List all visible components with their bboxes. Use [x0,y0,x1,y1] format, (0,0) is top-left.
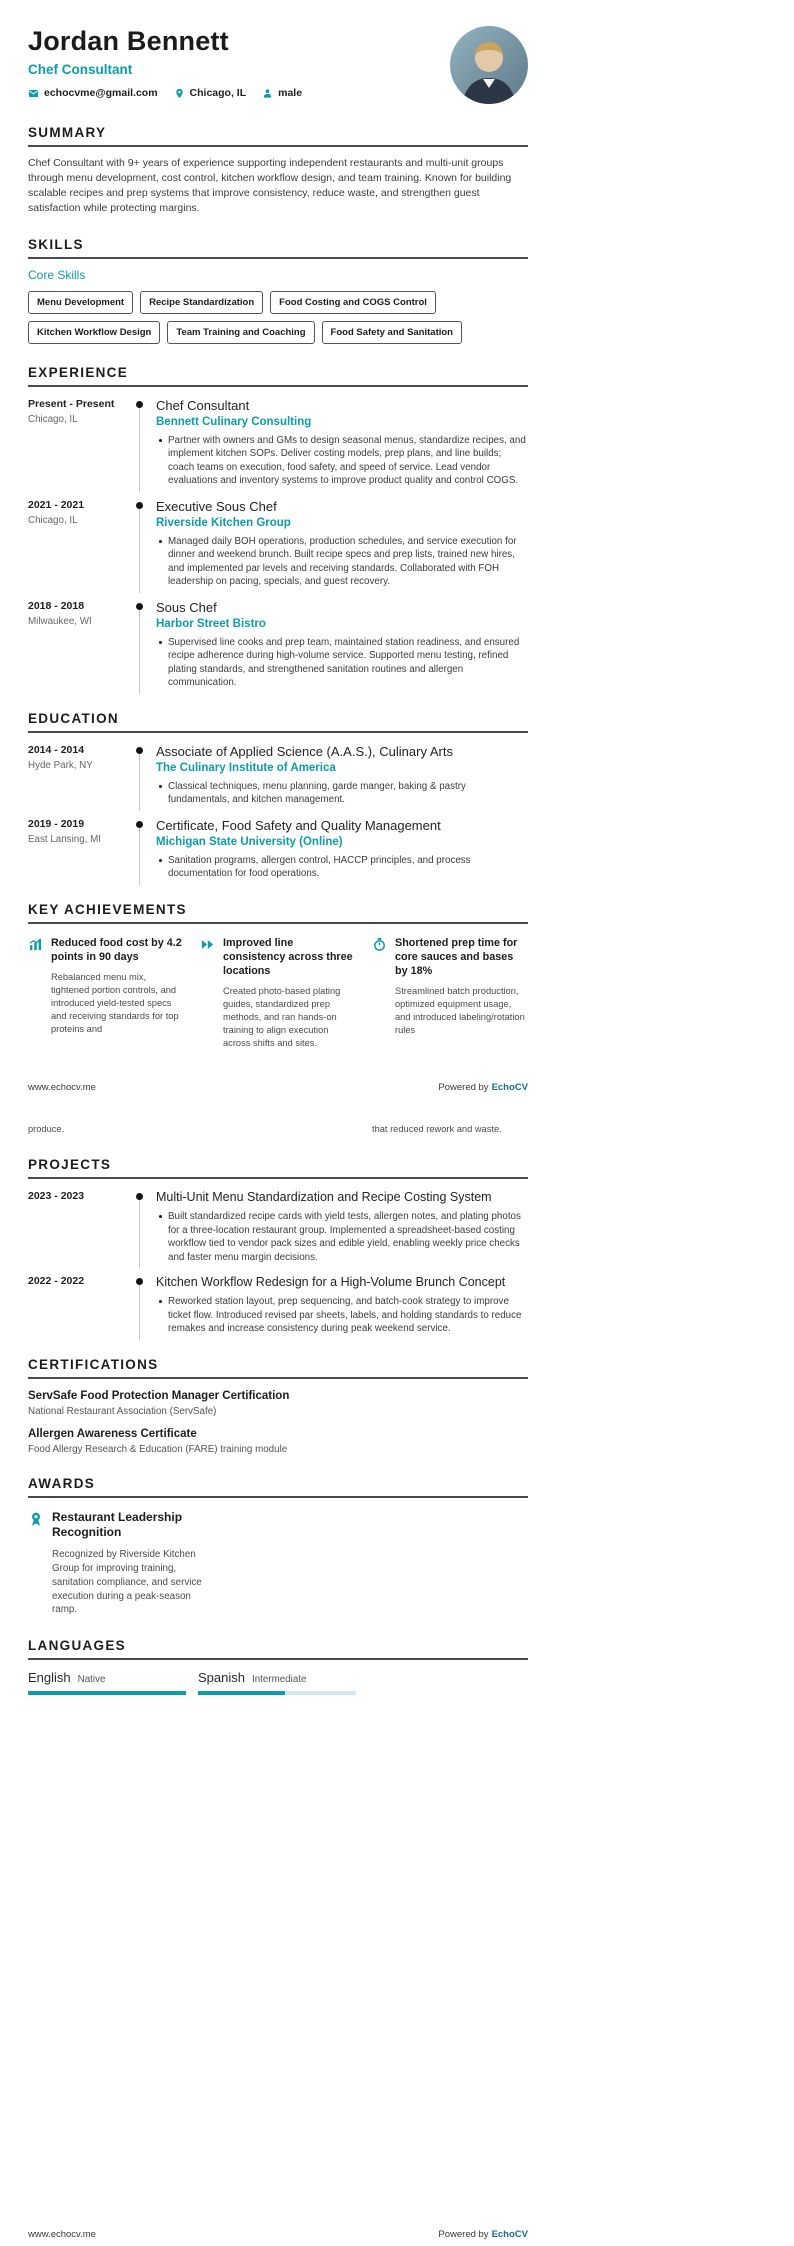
education-meta [28,818,128,881]
education-body [156,818,528,881]
achievement-title: Improved line consistency across three locations [223,936,353,977]
language-proficiency-fill [28,1691,186,1695]
header-text [28,26,302,99]
contact-email[interactable] [28,87,158,99]
timeline-dot [136,1278,143,1285]
location-pin-icon [174,88,185,99]
education-school: The Culinary Institute of America [156,761,336,774]
footer-brand: EchoCV [491,1082,528,1094]
bullet-dot [159,641,162,644]
section-education [28,711,528,881]
experience-dates: Present - Present [28,397,115,410]
experience-location: Chicago, IL [28,413,78,425]
project-meta [28,1275,128,1336]
profile-photo-placeholder [450,26,528,104]
footer-site-link[interactable]: www.echocv.me [28,1082,96,1094]
language-name: Spanish [198,1670,245,1686]
experience-meta [28,600,128,690]
achievement-text-continued: produce. [28,1124,65,1135]
certification-item [28,1390,528,1417]
education-bullet [156,780,528,807]
education-school: Michigan State University (Online) [156,835,343,848]
section-languages [28,1638,528,1695]
language-proficiency-fill [198,1691,285,1695]
page-footer [28,1082,528,1093]
awards-heading: AWARDS [28,1476,528,1498]
language-header [198,1670,368,1685]
section-experience [28,365,528,690]
education-bullet [156,854,528,881]
education-heading: EDUCATION [28,711,528,733]
experience-dates: 2021 - 2021 [28,498,85,511]
achievement-header [200,936,356,978]
project-bullet-text: Built standardized recipe cards with yield tests, allergen notes, and plating photos for a three-location restaurant group. Implemented a spreadsheet-based costing workflow tied to vendor pack sizes and edible yield, enabling weekly price checks and faster menu margin decisions. [168,1211,521,1263]
education-bullet-text: Sanitation programs, allergen control, HACCP principles, and process documentation for food operations. [168,854,471,880]
footer-powered-prefix: Powered by [438,2229,489,2240]
footer-powered[interactable] [438,1082,528,1093]
project-body [156,1190,528,1264]
language-level: Intermediate [251,1674,307,1686]
project-title: Kitchen Workflow Redesign for a High-Volume Brunch Concept [156,1275,506,1290]
skill-chip: Menu Development [28,291,133,314]
person-icon [262,88,273,99]
education-item [28,744,528,807]
contact-email-text: echocvme@gmail.com [44,87,158,99]
project-item [28,1275,528,1336]
project-bullet [156,1295,528,1336]
achievements-grid [28,936,528,1050]
experience-location: Milwaukee, WI [28,615,92,627]
candidate-name: Jordan Bennett [28,26,229,56]
achievement-text: Rebalanced menu mix, tightened portion controls, and introduced yield-tested specs and receiving standards for top proteins and [51,971,179,1034]
experience-item [28,398,528,488]
language-level: Native [77,1674,106,1686]
education-location: East Lansing, MI [28,833,101,845]
contact-location [174,87,247,99]
timeline [128,499,156,589]
skill-chip: Recipe Standardization [140,291,263,314]
certification-name: Allergen Awareness Certificate [28,1427,197,1440]
achievement-text: Streamlined batch production, optimized equipment usage, and introduced labeling/rotation rules [395,985,525,1036]
language-name: English [28,1670,71,1686]
languages-heading: LANGUAGES [28,1638,528,1660]
experience-bullet [156,636,528,690]
experience-bullet [156,434,528,488]
award-text: Recognized by Riverside Kitchen Group for improving training, sanitation compliance, and service execution during a peak-season ramp. [52,1548,202,1616]
education-bullet-text: Classical techniques, menu planning, garde manger, baking & pastry fundamentals, and kitchen management. [168,780,466,806]
timeline-dot [136,1193,143,1200]
achievements-heading: KEY ACHIEVEMENTS [28,902,528,924]
experience-company: Riverside Kitchen Group [156,516,291,529]
candidate-job-title: Chef Consultant [28,62,133,77]
projects-heading: PROJECTS [28,1157,528,1179]
footer-brand: EchoCV [491,2229,528,2240]
experience-meta [28,499,128,589]
bullet-dot [159,1215,162,1218]
achievement-text-continued: that reduced rework and waste. [372,1124,502,1135]
experience-heading: EXPERIENCE [28,365,528,387]
certification-name: ServSafe Food Protection Manager Certification [28,1389,290,1402]
skill-chip: Team Training and Coaching [167,321,314,344]
achievement-header [372,936,528,978]
certification-item [28,1428,528,1455]
resume-content [28,0,528,1695]
contact-gender-text: male [278,87,303,99]
experience-bullet-text: Managed daily BOH operations, production schedules, and service execution for dinner and weekend brunch. Built recipe specs and prep lists, trained new hires, and implemented par levels and receiving standards. Collaborated with FOH leadership on pacing, specials, and guest recovery. [168,535,517,588]
education-item [28,818,528,881]
timeline-dot [136,502,143,509]
language-list [28,1670,528,1695]
language-item [28,1670,198,1695]
timeline-dot [136,821,143,828]
experience-bullet [156,535,528,589]
project-title: Multi-Unit Menu Standardization and Recipe Costing System [156,1190,492,1205]
profile-photo [450,26,528,104]
skill-chip: Kitchen Workflow Design [28,321,160,344]
experience-dates: 2018 - 2018 [28,599,85,612]
section-achievements [28,902,528,1050]
language-item [198,1670,368,1695]
education-location: Hyde Park, NY [28,759,93,771]
skill-chip: Food Safety and Sanitation [322,321,462,344]
timeline-dot [136,603,143,610]
achievement-header [28,936,184,964]
award-item [28,1510,218,1618]
experience-location: Chicago, IL [28,514,78,526]
experience-body [156,398,528,488]
skills-heading: SKILLS [28,237,528,259]
experience-body [156,499,528,589]
achievement-title: Shortened prep time for core sauces and bases by 18% [395,936,518,977]
timer-icon [372,937,387,952]
experience-bullet-text: Partner with owners and GMs to design seasonal menus, standardize recipes, and implement kitchen SOPs. Deliver costing models, prep plans, and line builds; coach teams on execution, food safety, and speed of service. Lead vendor evaluations and inventory systems to improve product quality and control COGS. [168,434,526,487]
education-meta [28,744,128,807]
skills-group-label: Core Skills [28,267,86,282]
timeline [128,398,156,488]
timeline-dot [136,401,143,408]
education-body [156,744,528,807]
achievements-continuation [28,1123,528,1136]
language-proficiency-bar [28,1691,186,1695]
project-dates: 2022 - 2022 [28,1275,85,1288]
award-header [28,1510,218,1541]
contact-gender [262,87,302,99]
contact-row [28,87,302,99]
project-bullet-text: Reworked station layout, prep sequencing, and batch-cook strategy to improve ticket flow. Introduced revised par sheets, labels, and holding standards to reduce remakes and increase consistency during peak weekend service. [168,1296,522,1335]
section-certifications [28,1357,528,1455]
bullet-dot [159,1300,162,1303]
bullet-dot [159,785,162,788]
medal-icon [28,1511,44,1527]
experience-role: Sous Chef [156,599,217,615]
summary-text: Chef Consultant with 9+ years of experience supporting independent restaurants and multi-unit groups through menu development, cost control, kitchen workflow design, and team training. Known for building scalable recipes and prep systems that improve consistency, reduce waste, and strengthen guest satisfaction while protecting margins. [28,157,512,214]
award-title: Restaurant Leadership Recognition [52,1509,183,1540]
certifications-heading: CERTIFICATIONS [28,1357,528,1379]
section-skills [28,237,528,344]
experience-item [28,499,528,589]
bullet-dot [159,859,162,862]
experience-item [28,600,528,690]
project-item [28,1190,528,1264]
section-projects [28,1157,528,1336]
timeline [128,1275,156,1336]
section-summary [28,125,528,216]
project-meta [28,1190,128,1264]
language-proficiency-bar [198,1691,356,1695]
section-awards [28,1476,528,1618]
page-footer [28,2229,528,2240]
education-degree: Associate of Applied Science (A.A.S.), Culinary Arts [156,743,453,759]
education-dates: 2014 - 2014 [28,743,85,756]
experience-role: Chef Consultant [156,397,250,413]
cost-chart-icon [28,937,43,952]
summary-heading: SUMMARY [28,125,528,147]
footer-powered[interactable] [438,2229,528,2240]
resume-header [28,26,528,104]
timeline [128,600,156,690]
project-bullet [156,1210,528,1264]
achievement-item [372,936,528,1050]
bullet-dot [159,439,162,442]
project-dates: 2023 - 2023 [28,1190,85,1203]
footer-site-link[interactable]: www.echocv.me [28,2229,96,2240]
achievement-text: Created photo-based plating guides, standardized prep methods, and ran hands-on training to align execution across shifts and sites. [223,985,341,1049]
bullet-dot [159,540,162,543]
achievement-title: Reduced food cost by 4.2 points in 90 days [51,936,182,963]
experience-body [156,600,528,690]
experience-company: Harbor Street Bistro [156,617,266,630]
experience-meta [28,398,128,488]
experience-bullet-text: Supervised line cooks and prep team, maintained station readiness, and ensured recipe adherence during high-volume service. Supported menu testing, refined plating standards, and strengthened sanitation routines and allergen communication. [168,636,520,689]
education-degree: Certificate, Food Safety and Quality Management [156,817,441,833]
timeline [128,1190,156,1264]
achievement-item [28,936,184,1050]
achievement-item [200,936,356,1050]
skill-chip: Food Costing and COGS Control [270,291,436,314]
skill-chip-list [28,291,528,344]
email-icon [28,88,39,99]
education-dates: 2019 - 2019 [28,817,85,830]
timeline [128,744,156,807]
experience-role: Executive Sous Chef [156,498,277,514]
fast-forward-icon [200,937,215,952]
achievement-text-continued [200,1123,356,1136]
certification-issuer: National Restaurant Association (ServSafe) [28,1405,217,1417]
timeline [128,818,156,881]
footer-powered-prefix: Powered by [438,1082,489,1094]
language-header [28,1670,198,1685]
timeline-dot [136,747,143,754]
project-body [156,1275,528,1336]
contact-location-text: Chicago, IL [189,87,247,99]
certification-issuer: Food Allergy Research & Education (FARE) training module [28,1443,288,1455]
experience-company: Bennett Culinary Consulting [156,415,312,428]
